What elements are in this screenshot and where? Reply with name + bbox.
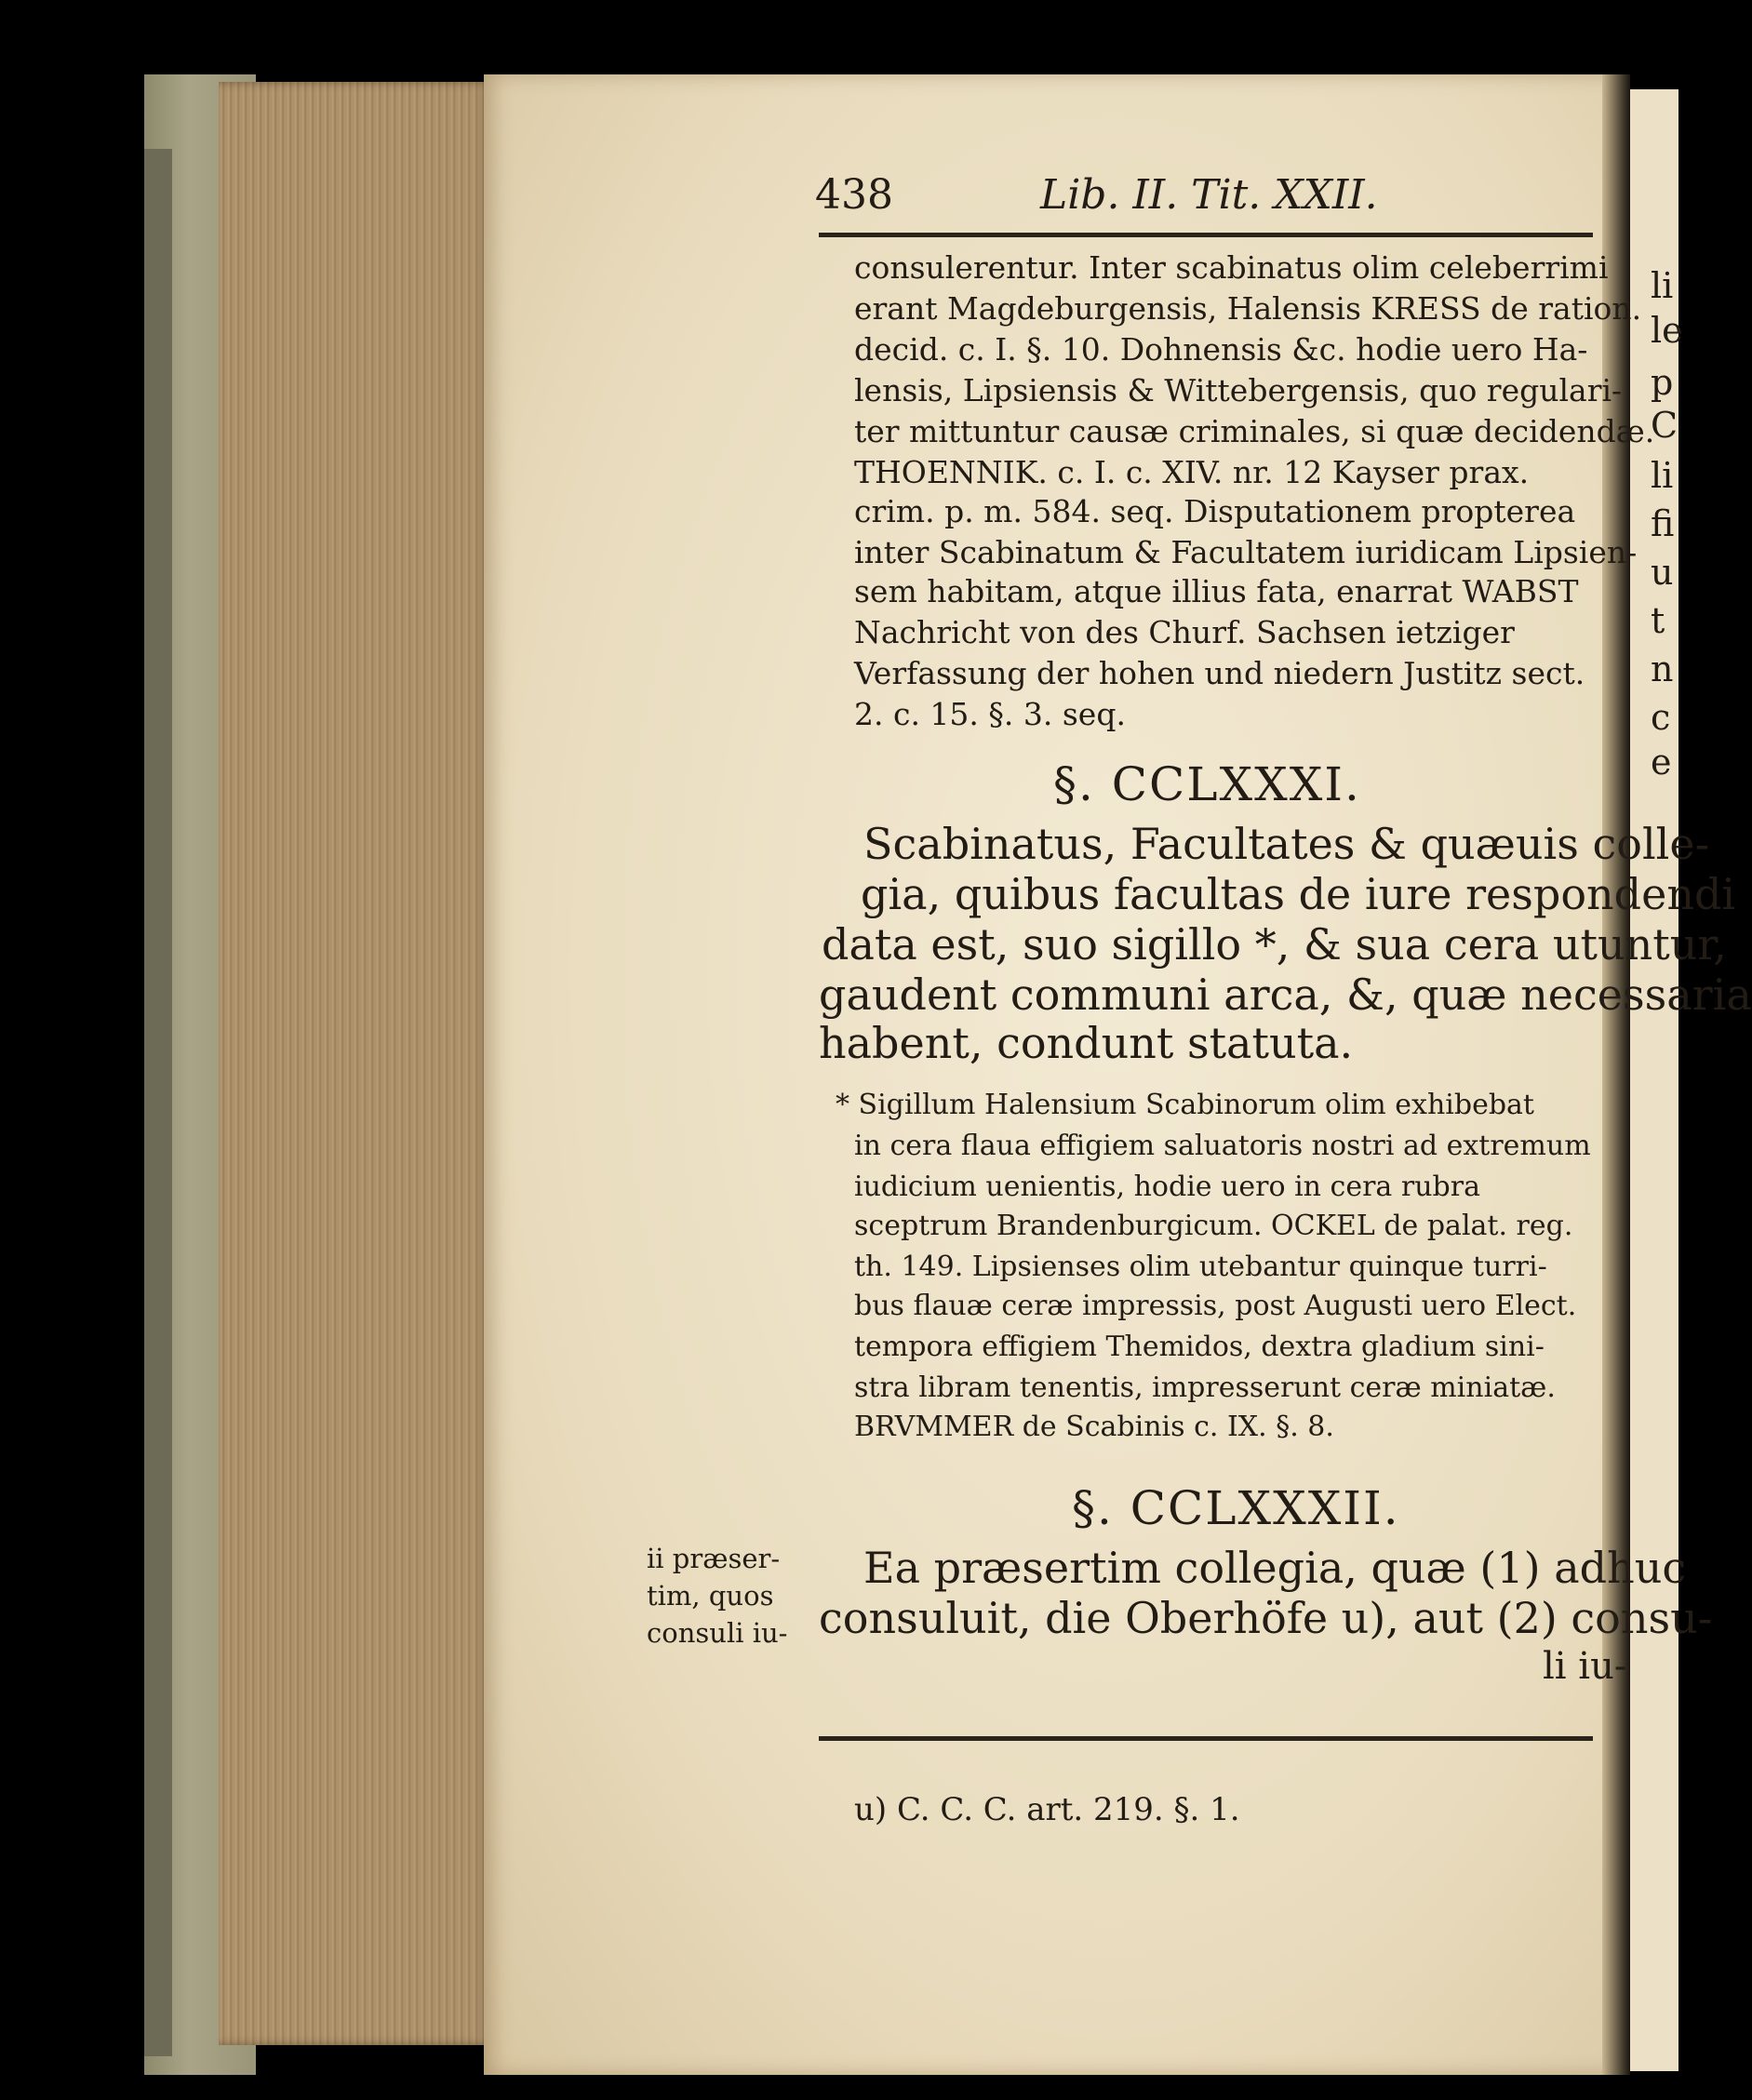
text-line: consulerentur. Inter scabinatus olim celeberrimi (854, 249, 1609, 286)
text-line: stra libram tenentis, impresserunt ceræ miniatæ. (854, 1371, 1556, 1404)
facing-fragment: t (1651, 600, 1665, 641)
catchword: li iu- (1543, 1645, 1627, 1688)
text-line: data est, suo sigillo *, & sua cera utuntur, (822, 919, 1727, 970)
text-line: decid. c. I. §. 10. Dohnensis &c. hodie uero Ha- (854, 331, 1588, 368)
running-head: Lib. II. Tit. XXII. (1040, 171, 1378, 219)
facing-fragment: fi (1651, 503, 1675, 544)
facing-fragment: n (1651, 649, 1674, 689)
text-line: consuluit, die Oberhöfe u), aut (2) consu- (819, 1593, 1713, 1643)
text-line: in cera flaua effigiem saluatoris nostri ad extremum (854, 1130, 1591, 1162)
text-line: lensis, Lipsiensis & Wittebergensis, quo regulari- (854, 372, 1623, 408)
section-heading-282: §. CCLXXXII. (1072, 1481, 1400, 1535)
facing-fragment: li (1651, 265, 1674, 306)
footnote-rule (819, 1736, 1593, 1741)
text-line: gia, quibus facultas de iure respondendi (861, 869, 1736, 919)
header-rule (819, 233, 1593, 237)
text-line: habent, condunt statuta. (819, 1018, 1354, 1068)
text-line: 2. c. 15. §. 3. seq. (854, 696, 1126, 732)
facing-fragment: C (1651, 405, 1678, 446)
footnote-u: u) C. C. C. art. 219. §. 1. (854, 1791, 1240, 1828)
margin-line: consuli iu- (647, 1617, 788, 1649)
text-line: inter Scabinatum & Facultatem iuridicam Lipsien- (854, 534, 1638, 570)
text-line: THOENNIK. c. I. c. XIV. nr. 12 Kayser prax. (854, 454, 1530, 490)
page-block-edge (219, 82, 490, 2045)
text-line: iudicium uenientis, hodie uero in cera rubra (854, 1170, 1480, 1203)
text-line: Verfassung der hohen und niedern Justitz sect. (854, 655, 1585, 691)
text-line: ter mittuntur causæ criminales, si quæ decidendæ. (854, 413, 1655, 449)
text-line: th. 149. Lipsienses olim utebantur quinque turri- (854, 1251, 1547, 1283)
page-number: 438 (815, 171, 893, 219)
text-line: sem habitam, atque illius fata, enarrat WABST (854, 573, 1579, 609)
book-spine-shadow (144, 149, 172, 2056)
facing-fragment: c (1651, 697, 1671, 738)
text-line: Ea præsertim collegia, quæ (1) adhuc (863, 1543, 1687, 1593)
margin-line: ii præser- (647, 1543, 781, 1574)
text-line: erant Magdeburgensis, Halensis KRESS de ration. (854, 290, 1642, 327)
facing-fragment: e (1651, 742, 1672, 782)
text-line: tempora effigiem Themidos, dextra gladium sini- (854, 1331, 1545, 1363)
facing-fragment: li (1651, 455, 1674, 496)
text-line: sceptrum Brandenburgicum. OCKEL de palat. reg. (854, 1210, 1573, 1242)
text-line: BRVMMER de Scabinis c. IX. §. 8. (854, 1411, 1334, 1443)
text-line: * Sigillum Halensium Scabinorum olim exhibebat (836, 1089, 1534, 1121)
text-line: crim. p. m. 584. seq. Disputationem propterea (854, 493, 1576, 529)
text-line: Nachricht von des Churf. Sachsen ietziger (854, 614, 1515, 650)
facing-fragment: p (1651, 362, 1674, 403)
text-line: Scabinatus, Facultates & quæuis colle- (863, 819, 1710, 869)
section-heading-281: §. CCLXXXI. (1053, 757, 1361, 811)
text-line: gaudent communi arca, &, quæ necessaria (819, 970, 1752, 1020)
margin-line: tim, quos (647, 1580, 774, 1612)
facing-fragment: le (1651, 310, 1683, 351)
text-line: bus flauæ ceræ impressis, post Augusti uero Elect. (854, 1290, 1577, 1322)
facing-fragment: u (1651, 552, 1674, 593)
